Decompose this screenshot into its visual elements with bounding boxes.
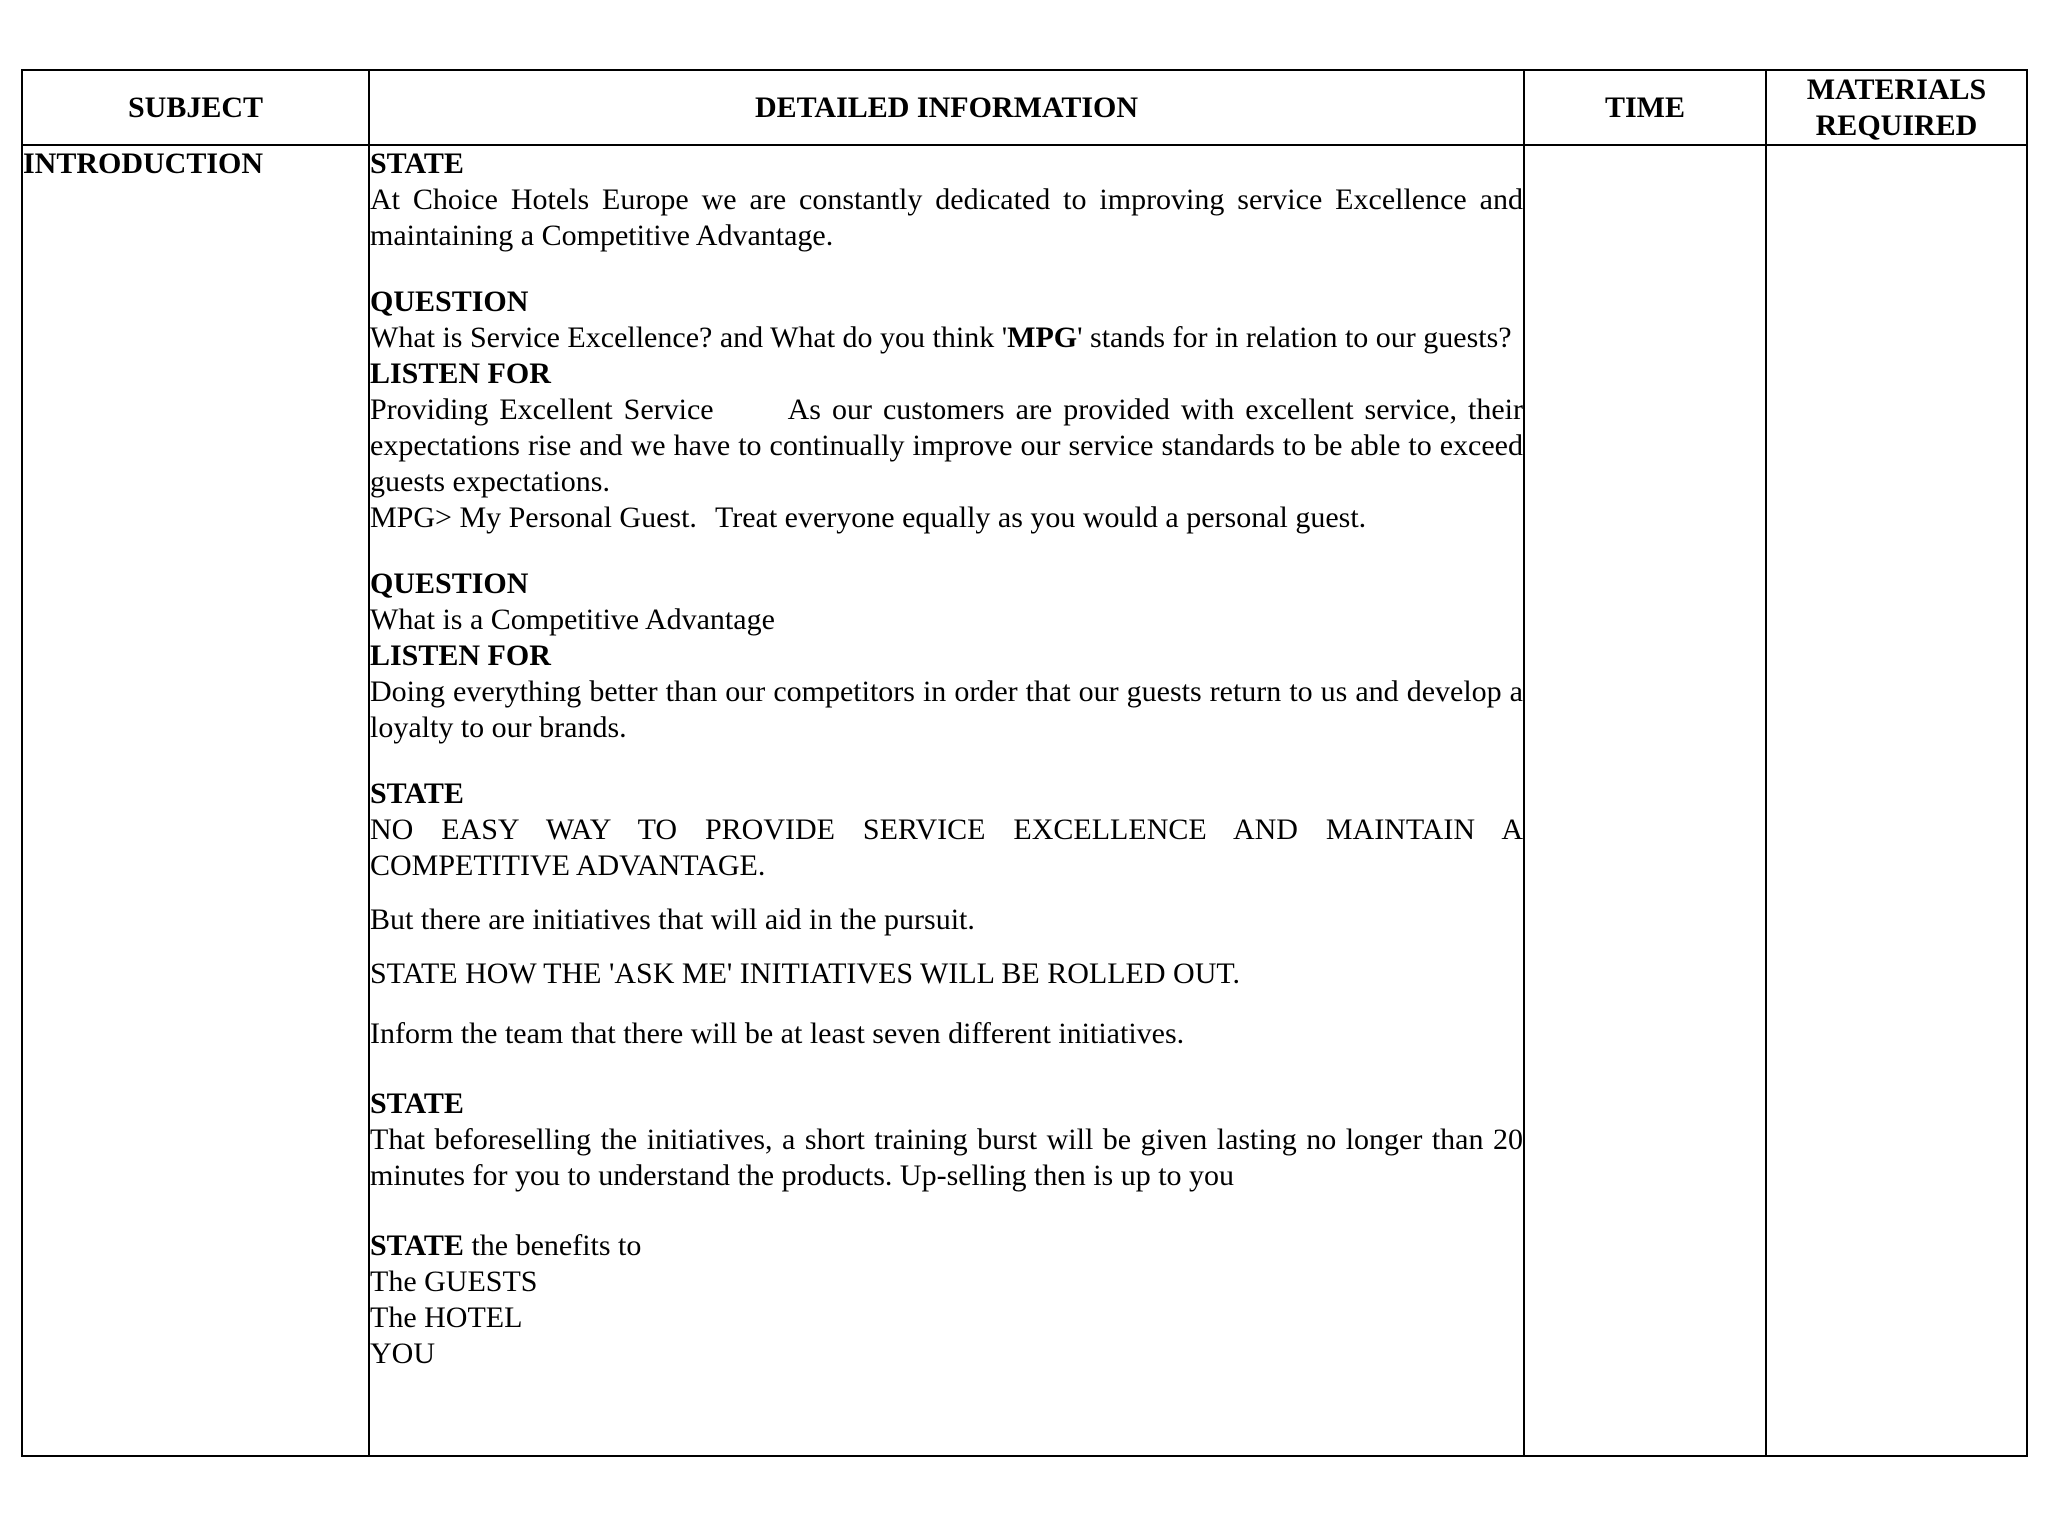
materials-required-cell	[1766, 145, 2027, 1456]
question-label: QUESTION	[370, 567, 529, 600]
benefit-guests: The GUESTS	[370, 1265, 538, 1298]
mpg-term: MPG	[1007, 321, 1078, 354]
mpg-definition-part-b: Treat everyone equally as you would a personal guest.	[714, 501, 1367, 534]
state-label: STATE	[370, 1229, 464, 1262]
header-time: TIME	[1524, 70, 1766, 145]
mpg-definition-part-a: MPG> My Personal Guest.	[370, 501, 697, 534]
detailed-information-cell	[369, 145, 1524, 1456]
question-text-part-a: What is Service Excellence? and What do you think '	[370, 321, 1008, 354]
state-block-2	[370, 776, 1523, 884]
question-text	[370, 320, 1523, 356]
time-cell	[1524, 145, 1766, 1456]
table-row	[22, 145, 2027, 1456]
listen-for-label: LISTEN FOR	[370, 357, 551, 390]
header-detailed-information: DETAILED INFORMATION	[369, 70, 1524, 145]
state-text: That beforeselling the initiatives, a short training burst will be given lasting no longer than 20 minutes for you to understand the products. Up-selling then is up to you	[370, 1123, 1523, 1192]
state-block-3	[370, 1086, 1523, 1194]
state-label: STATE	[370, 147, 464, 180]
table-header-row	[22, 70, 2027, 145]
state-label: STATE	[370, 1087, 464, 1120]
listen-for-text: Doing everything better than our competitors in order that our guests return to us and develop a loyalty to our brands.	[370, 675, 1523, 744]
benefits-intro	[370, 1228, 1523, 1264]
question-block-1	[370, 284, 1523, 536]
training-plan-table	[21, 69, 2028, 1457]
listen-for-text-part-b: As our customers are provided with excellent service, their expectations rise and we have to continually improve our service standards to be able to exceed guests expectations.	[370, 393, 1523, 498]
state-text: NO EASY WAY TO PROVIDE SERVICE EXCELLENCE AND MAINTAIN A COMPETITIVE ADVANTAGE.	[370, 813, 1523, 882]
benefit-you: YOU	[370, 1337, 435, 1370]
state-block-1	[370, 146, 1523, 254]
initiatives-text: But there are initiatives that will aid in the pursuit.	[370, 903, 975, 936]
listen-for-text-part-a: Providing Excellent Service	[370, 393, 714, 426]
listen-for-text	[370, 392, 1523, 500]
question-text-part-b: ' stands for in relation to our guests?	[1077, 321, 1512, 354]
benefit-hotel: The HOTEL	[370, 1301, 523, 1334]
question-label: QUESTION	[370, 285, 529, 318]
mpg-definition	[370, 500, 1523, 536]
inform-team-text: Inform the team that there will be at least seven different initiatives.	[370, 1017, 1185, 1050]
state-label: STATE	[370, 777, 464, 810]
benefits-intro-text: the benefits to	[463, 1229, 642, 1262]
ask-me-text: STATE HOW THE 'ASK ME' INITIATIVES WILL BE ROLLED OUT.	[370, 957, 1240, 990]
question-text: What is a Competitive Advantage	[370, 603, 775, 636]
state-text: At Choice Hotels Europe we are constantly dedicated to improving service Excellence and maintaining a Competitive Advantage.	[370, 183, 1523, 252]
header-subject: SUBJECT	[22, 70, 369, 145]
header-materials-required	[1766, 70, 2027, 145]
state-block-4	[370, 1228, 1523, 1372]
subject-cell: INTRODUCTION	[22, 145, 369, 1456]
header-materials-line1: MATERIALS	[1806, 72, 1987, 106]
question-block-2	[370, 566, 1523, 746]
listen-for-label: LISTEN FOR	[370, 639, 551, 672]
header-materials-line2: REQUIRED	[1815, 108, 1978, 142]
